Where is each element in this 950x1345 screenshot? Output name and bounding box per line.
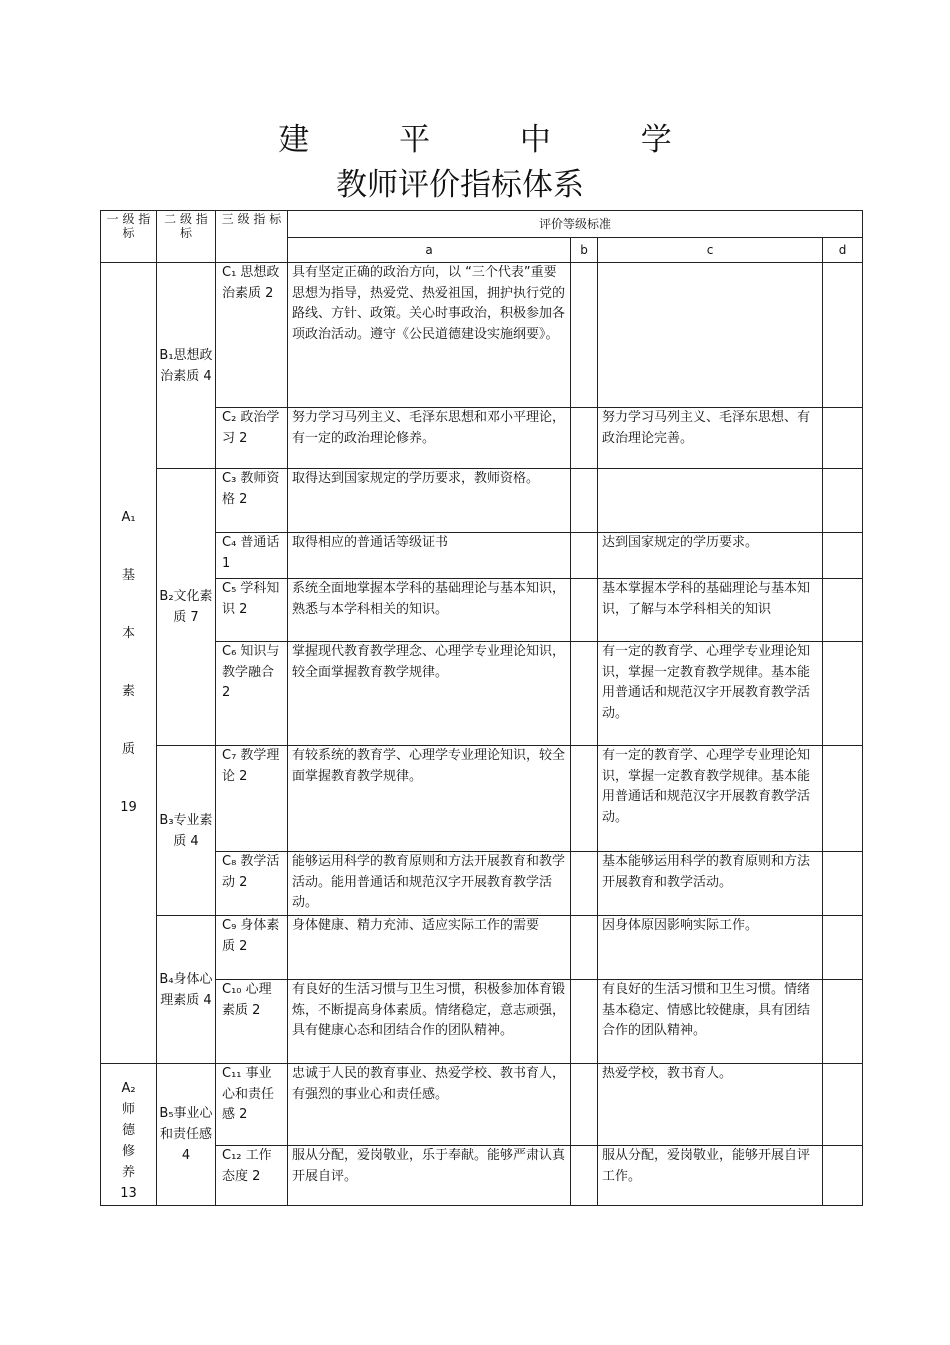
c-indicator-cell: C₃ 教师资格 2 bbox=[216, 469, 288, 533]
grade-c-text: 达到国家规定的学历要求。 bbox=[598, 533, 823, 579]
a1-cell bbox=[101, 263, 157, 1064]
grade-c-text: 有良好的生活习惯和卫生习惯。情绪基本稳定、情感比较健康，具有团结合作的团队精神。 bbox=[598, 980, 823, 1064]
grade-d-text bbox=[823, 1064, 863, 1146]
grade-c-text: 基本掌握本学科的基础理论与基本知识，了解与本学科相关的知识 bbox=[598, 579, 823, 642]
a1-label-line: 质 bbox=[121, 742, 135, 757]
table-row bbox=[101, 263, 863, 408]
grade-a-text: 能够运用科学的教育原则和方法开展教育和教学活动。能用普通话和规范汉字开展教育教学活动。 bbox=[288, 852, 571, 916]
grade-d-text bbox=[823, 533, 863, 579]
c-indicator-cell: C₅ 学科知识 2 bbox=[216, 579, 288, 642]
a2-label-line: 德 bbox=[121, 1123, 135, 1138]
c-indicator-cell: C₁₀ 心理素质 2 bbox=[216, 980, 288, 1064]
grade-c-text: 因身体原因影响实际工作。 bbox=[598, 916, 823, 980]
grade-b-text bbox=[571, 916, 598, 980]
table-row bbox=[101, 533, 863, 579]
grade-b-text bbox=[571, 642, 598, 746]
grade-b-text bbox=[571, 852, 598, 916]
a1-label-line: 基 bbox=[121, 568, 135, 583]
header-grade-b: b bbox=[571, 238, 598, 263]
a2-label-line: A₂ bbox=[121, 1081, 136, 1096]
grade-c-text: 服从分配，爱岗敬业，能够开展自评工作。 bbox=[598, 1146, 823, 1206]
c-indicator-cell: C₈ 教学活动 2 bbox=[216, 852, 288, 916]
grade-d-text bbox=[823, 642, 863, 746]
grade-c-text: 基本能够运用科学的教育原则和方法开展教育和教学活动。 bbox=[598, 852, 823, 916]
grade-a-text: 具有坚定正确的政治方向，以 “三个代表”重要思想为指导，热爱党、热爱祖国，拥护执行党的路线、方针、政策。关心时事政治，积极参加各项政治活动。遵守《公民道德建设实施纲要》。 bbox=[288, 263, 571, 408]
grade-a-text: 系统全面地掌握本学科的基础理论与基本知识，熟悉与本学科相关的知识。 bbox=[288, 579, 571, 642]
grade-a-text: 服从分配，爱岗敬业，乐于奉献。能够严肃认真开展自评。 bbox=[288, 1146, 571, 1206]
table-row bbox=[101, 852, 863, 916]
grade-b-text bbox=[571, 1064, 598, 1146]
grade-b-text bbox=[571, 408, 598, 469]
header-grade-a: a bbox=[288, 238, 571, 263]
grade-a-text: 掌握现代教育教学理念、心理学专业理论知识，较全面掌握教育教学规律。 bbox=[288, 642, 571, 746]
table-row bbox=[101, 1146, 863, 1206]
grade-a-text: 有良好的生活习惯与卫生习惯，积极参加体育锻炼，不断提高身体素质。情绪稳定，意志顽强，具有健康心态和团结合作的团队精神。 bbox=[288, 980, 571, 1064]
a1-label-line: 本 bbox=[121, 626, 135, 641]
grade-d-text bbox=[823, 1146, 863, 1206]
b2-cell: B₂文化素质 7 bbox=[157, 469, 216, 746]
grade-d-text bbox=[823, 579, 863, 642]
header-level1: 一 级 指标 bbox=[101, 211, 157, 263]
grade-b-text bbox=[571, 980, 598, 1064]
c-indicator-cell: C₇ 教学理论 2 bbox=[216, 746, 288, 852]
grade-b-text bbox=[571, 579, 598, 642]
grade-c-text: 努力学习马列主义、毛泽东思想、有政治理论完善。 bbox=[598, 408, 823, 469]
a1-label-line: A₁ bbox=[121, 510, 136, 525]
table-row bbox=[101, 469, 863, 533]
grade-a-text: 有较系统的教育学、心理学专业理论知识，较全面掌握教育教学规律。 bbox=[288, 746, 571, 852]
grade-c-text: 有一定的教育学、心理学专业理论知识，掌握一定教育教学规律。基本能用普通话和规范汉字开展教育教学活动。 bbox=[598, 642, 823, 746]
a1-label-line: 19 bbox=[120, 800, 137, 815]
table-row bbox=[101, 980, 863, 1064]
header-grade-standard: 评价等级标准 bbox=[288, 211, 863, 238]
document-title: 教师评价指标体系 bbox=[336, 167, 584, 203]
grade-b-text bbox=[571, 746, 598, 852]
table-row bbox=[101, 642, 863, 746]
c-indicator-cell: C₁₁ 事业心和责任感 2 bbox=[216, 1064, 288, 1146]
a2-label-line: 师 bbox=[121, 1102, 135, 1117]
grade-d-text bbox=[823, 916, 863, 980]
header-level3: 三 级 指 标 bbox=[216, 211, 288, 263]
grade-d-text bbox=[823, 746, 863, 852]
grade-c-text: 热爱学校，教书育人。 bbox=[598, 1064, 823, 1146]
a2-label-line: 13 bbox=[120, 1186, 137, 1201]
table-row bbox=[101, 408, 863, 469]
grade-c-text bbox=[598, 469, 823, 533]
table-row bbox=[101, 1064, 863, 1146]
grade-d-text bbox=[823, 469, 863, 533]
grade-a-text: 身体健康、精力充沛、适应实际工作的需要 bbox=[288, 916, 571, 980]
header-grade-c: c bbox=[598, 238, 823, 263]
c-indicator-cell: C₄ 普通话 1 bbox=[216, 533, 288, 579]
grade-d-text bbox=[823, 263, 863, 408]
table-row bbox=[101, 746, 863, 852]
grade-d-text bbox=[823, 980, 863, 1064]
a2-cell bbox=[101, 1064, 157, 1206]
b1-cell: B₁思想政治素质 4 bbox=[157, 263, 216, 469]
table-row bbox=[101, 916, 863, 980]
b4-cell: B₄身体心理素质 4 bbox=[157, 916, 216, 1064]
c-indicator-cell: C₁₂ 工作态度 2 bbox=[216, 1146, 288, 1206]
grade-c-text bbox=[598, 263, 823, 408]
grade-a-text: 取得达到国家规定的学历要求，教师资格。 bbox=[288, 469, 571, 533]
c-indicator-cell: C₆ 知识与教学融合 2 bbox=[216, 642, 288, 746]
header-level2: 二 级 指标 bbox=[157, 211, 216, 263]
school-name-title: 建 平 中 学 bbox=[278, 122, 712, 158]
c-indicator-cell: C₂ 政治学习 2 bbox=[216, 408, 288, 469]
table-row bbox=[101, 579, 863, 642]
a1-label-line: 素 bbox=[121, 684, 135, 699]
grade-b-text bbox=[571, 469, 598, 533]
c-indicator-cell: C₁ 思想政治素质 2 bbox=[216, 263, 288, 408]
grade-b-text bbox=[571, 263, 598, 408]
grade-a-text: 取得相应的普通话等级证书 bbox=[288, 533, 571, 579]
grade-b-text bbox=[571, 1146, 598, 1206]
b3-cell: B₃专业素质 4 bbox=[157, 746, 216, 916]
grade-a-text: 努力学习马列主义、毛泽东思想和邓小平理论，有一定的政治理论修养。 bbox=[288, 408, 571, 469]
grade-d-text bbox=[823, 408, 863, 469]
evaluation-table bbox=[100, 210, 863, 1206]
grade-c-text: 有一定的教育学、心理学专业理论知识，掌握一定教育教学规律。基本能用普通话和规范汉字开展教育教学活动。 bbox=[598, 746, 823, 852]
a2-label-line: 养 bbox=[121, 1165, 135, 1180]
b5-cell: B₅事业心和责任感 4 bbox=[157, 1064, 216, 1206]
grade-d-text bbox=[823, 852, 863, 916]
header-grade-d: d bbox=[823, 238, 863, 263]
c-indicator-cell: C₉ 身体素质 2 bbox=[216, 916, 288, 980]
grade-b-text bbox=[571, 533, 598, 579]
grade-a-text: 忠诚于人民的教育事业、热爱学校、教书育人，有强烈的事业心和责任感。 bbox=[288, 1064, 571, 1146]
a2-label-line: 修 bbox=[121, 1144, 135, 1159]
